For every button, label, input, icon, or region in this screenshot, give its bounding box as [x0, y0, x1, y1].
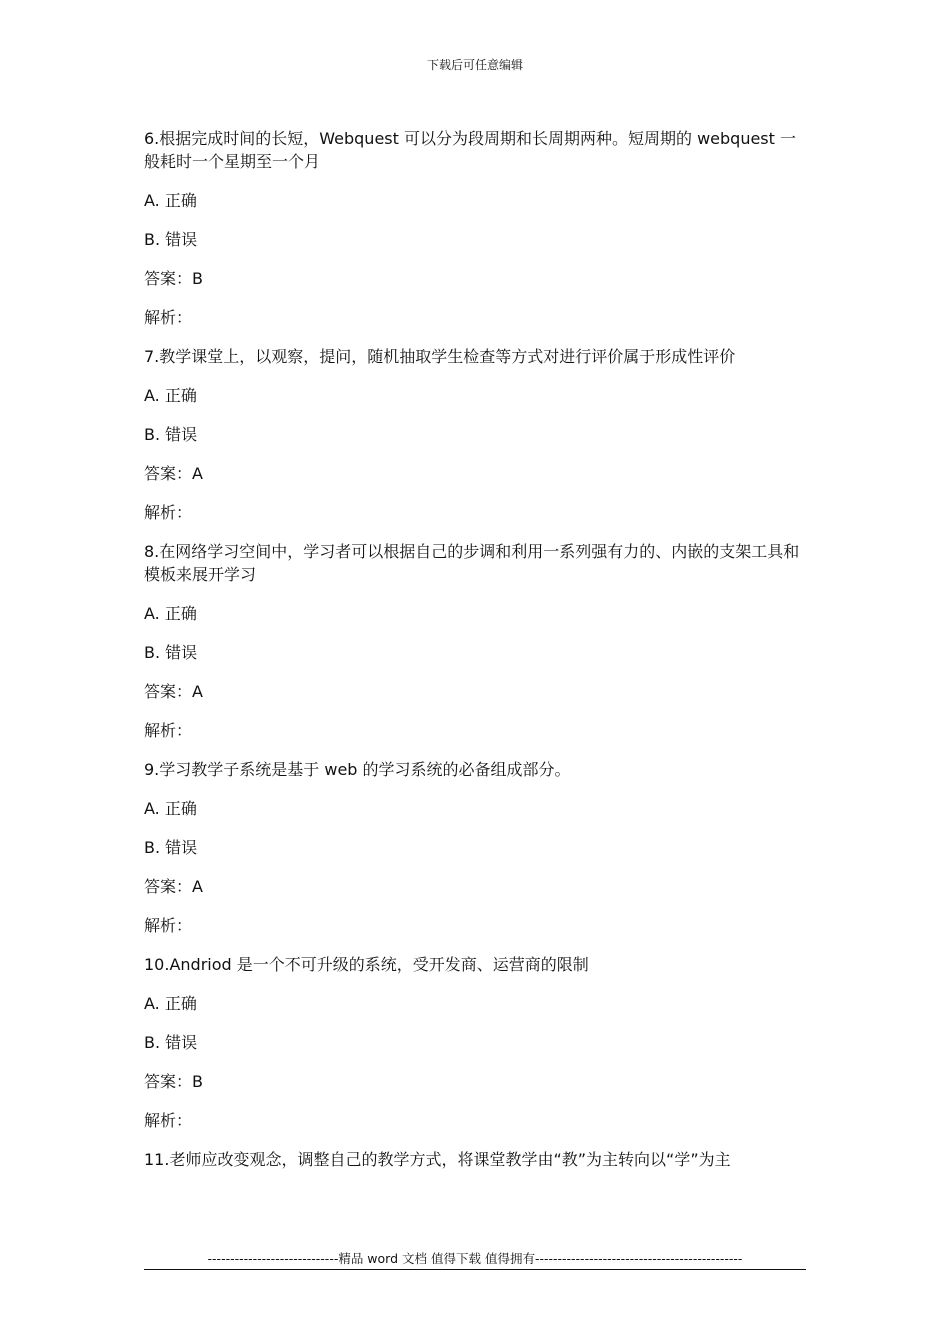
question-stem: 8.在网络学习空间中，学习者可以根据自己的步调和利用一系列强有力的、内嵌的支架工具和模板来展开学习: [144, 542, 800, 584]
question-stem: 10.Andriod 是一个不可升级的系统，受开发商、运营商的限制: [144, 955, 589, 974]
analysis-line: 解析：: [144, 916, 193, 935]
question-stem: 6.根据完成时间的长短，Webquest 可以分为段周期和长周期两种。短周期的 webquest 一般耗时一个星期至一个月: [144, 129, 796, 171]
page-header: 下载后可任意编辑: [426, 58, 523, 72]
question-stem: 7.教学课堂上，以观察，提问，随机抽取学生检查等方式对进行评价属于形成性评价: [144, 347, 736, 366]
question-6: [144, 127, 809, 329]
answer-line: 答案：B: [144, 1072, 203, 1091]
option-b: B. 错误: [144, 1033, 198, 1052]
question-7: [144, 345, 809, 524]
analysis-line: 解析：: [144, 308, 193, 327]
answer-line: 答案：B: [144, 269, 203, 288]
analysis-line: 解析：: [144, 721, 193, 740]
question-10: [144, 953, 809, 1132]
option-a: A. 正确: [144, 604, 197, 623]
question-stem: 11.老师应改变观念，调整自己的教学方式，将课堂教学由“教”为主转向以“学”为主: [144, 1150, 731, 1169]
question-8: [144, 540, 809, 742]
answer-line: 答案：A: [144, 877, 203, 896]
answer-line: 答案：A: [144, 682, 203, 701]
footer-divider: [144, 1269, 806, 1270]
question-11: [144, 1148, 809, 1171]
option-b: B. 错误: [144, 425, 198, 444]
document-body: [144, 127, 809, 1187]
option-b: B. 错误: [144, 643, 198, 662]
question-stem: 9.学习教学子系统是基于 web 的学习系统的必备组成部分。: [144, 760, 571, 779]
answer-line: 答案：A: [144, 464, 203, 483]
option-b: B. 错误: [144, 230, 198, 249]
option-a: A. 正确: [144, 191, 197, 210]
option-a: A. 正确: [144, 386, 197, 405]
question-9: [144, 758, 809, 937]
option-a: A. 正确: [144, 799, 197, 818]
analysis-line: 解析：: [144, 503, 193, 522]
option-a: A. 正确: [144, 994, 197, 1013]
option-b: B. 错误: [144, 838, 198, 857]
page-footer: -----------------------------精品 word 文档 值得下载 值得拥有----------------------------------------------: [207, 1251, 743, 1266]
analysis-line: 解析：: [144, 1111, 193, 1130]
